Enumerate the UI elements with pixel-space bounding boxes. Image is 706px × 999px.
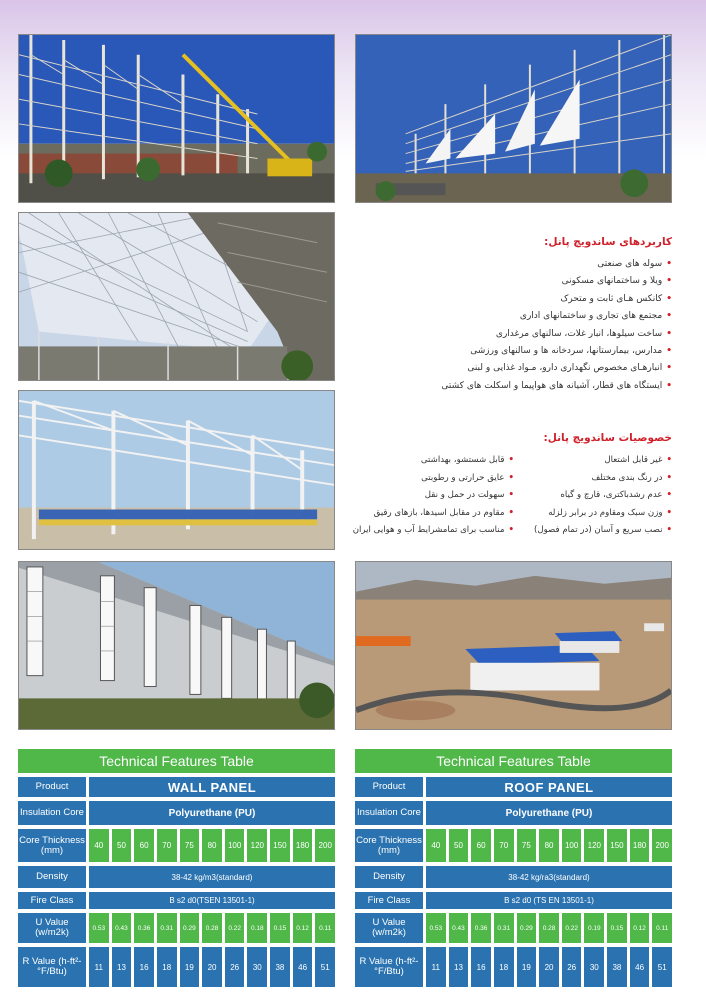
table-cell: 18 — [494, 947, 514, 987]
table-cell: 0.28 — [539, 913, 559, 943]
table-cell: 0.43 — [112, 913, 132, 943]
list-item: •مجتمع های تجاری و ساختمانهای اداری — [519, 311, 672, 322]
table-cell: 0.53 — [89, 913, 109, 943]
table-cell: 13 — [112, 947, 132, 987]
table-cell: 11 — [89, 947, 109, 987]
insulation-label: Insulation Core — [355, 801, 423, 825]
table-cell: 75 — [180, 829, 200, 862]
table-cell: 0.11 — [652, 913, 672, 943]
thickness-cells — [89, 829, 335, 862]
u-value-cells — [426, 913, 672, 943]
table-row — [18, 866, 335, 888]
table-cell: 40 — [426, 829, 446, 862]
density-label: Density — [355, 866, 423, 888]
density-value: 38-42 kg/m3(standard) — [89, 866, 335, 888]
table-cell: 150 — [607, 829, 627, 862]
fire-class-value: B s2 d0(TSEN 13501-1) — [89, 892, 335, 909]
table-cell: 0.11 — [315, 913, 335, 943]
photo-building-facade — [18, 561, 335, 730]
density-label: Density — [18, 866, 86, 888]
table-cell: 0.36 — [471, 913, 491, 943]
table-cell: 0.28 — [202, 913, 222, 943]
u-value-label: U Value (w/m2k) — [18, 913, 86, 943]
table-cell: 50 — [112, 829, 132, 862]
table-cell: 75 — [517, 829, 537, 862]
table-header: Technical Features Table — [18, 749, 335, 773]
list-item: •ایستگاه های قطار، آشیانه های هواپیما و اسکلت های کشتی — [441, 380, 672, 391]
table-cell: 0.15 — [607, 913, 627, 943]
table-cell: 11 — [426, 947, 446, 987]
product-value: WALL PANEL — [89, 777, 335, 797]
table-cell: 0.12 — [293, 913, 313, 943]
photo-steel-frame-crane — [18, 34, 335, 203]
table-cell: 0.19 — [584, 913, 604, 943]
table-cell: 0.29 — [517, 913, 537, 943]
table-cell: 180 — [293, 829, 313, 862]
fire-class-value: B s2 d0 (TS EN 13501-1) — [426, 892, 672, 909]
table-cell: 38 — [270, 947, 290, 987]
table-cell: 46 — [293, 947, 313, 987]
list-item: •قابل شستشو، بهداشتی — [420, 455, 514, 465]
table-row — [18, 801, 335, 825]
thickness-label: Core Thickness (mm) — [18, 829, 86, 862]
table-row — [18, 777, 335, 797]
thickness-cells — [426, 829, 672, 862]
list-item: •غیر قابل اشتعال — [604, 455, 672, 465]
table-cell: 40 — [89, 829, 109, 862]
photo-steel-frame-warehouse — [18, 390, 335, 550]
table-cell: 0.22 — [225, 913, 245, 943]
fire-class-label: Fire Class — [18, 892, 86, 909]
insulation-value: Polyurethane (PU) — [89, 801, 335, 825]
product-value: ROOF PANEL — [426, 777, 672, 797]
r-value-cells — [89, 947, 335, 987]
list-item: •مقاوم در مقابل اسیدها، بازهای رقیق — [373, 507, 514, 518]
table-cell: 0.53 — [426, 913, 446, 943]
table-cell: 70 — [494, 829, 514, 862]
list-item: •نصب سریع و آسان (در تمام فصول) — [534, 525, 672, 536]
table-row — [355, 777, 672, 797]
applications-section — [372, 236, 672, 395]
product-label: Product — [18, 777, 86, 797]
r-value-cells — [426, 947, 672, 987]
table-cell: 60 — [134, 829, 154, 862]
table-cell: 0.31 — [157, 913, 177, 943]
table-header: Technical Features Table — [355, 749, 672, 773]
table-cell: 60 — [471, 829, 491, 862]
table-cell: 0.29 — [180, 913, 200, 943]
photo-industrial-site — [355, 561, 672, 730]
features-title: خصوصیات ساندویچ پانل: — [543, 432, 672, 444]
table-cell: 26 — [225, 947, 245, 987]
table-cell: 26 — [562, 947, 582, 987]
table-cell: 0.36 — [134, 913, 154, 943]
table-cell: 30 — [584, 947, 604, 987]
table-cell: 18 — [157, 947, 177, 987]
list-item: •ساخت سیلوها، انبار غلات، سالنهای مرغداری — [495, 328, 672, 339]
table-cell: 180 — [630, 829, 650, 862]
table-cell: 16 — [471, 947, 491, 987]
table-cell: 46 — [630, 947, 650, 987]
table-cell: 19 — [180, 947, 200, 987]
table-cell: 20 — [202, 947, 222, 987]
u-value-label: U Value (w/m2k) — [355, 913, 423, 943]
table-cell: 0.18 — [247, 913, 267, 943]
r-value-label: R Value (h-ft²-°F/Btu) — [18, 947, 86, 987]
list-item: •انبارهـای مخصوص نگهداری دارو، مـواد غذایی و لبنی — [467, 363, 672, 374]
list-item: •عدم رشدباکتری، قارچ و گیاه — [560, 490, 672, 501]
table-cell: 80 — [539, 829, 559, 862]
list-item: •مناسب برای تمامشرایط آب و هوایی ایران — [352, 525, 514, 536]
fire-class-label: Fire Class — [355, 892, 423, 909]
product-label: Product — [355, 777, 423, 797]
features-section — [352, 432, 672, 540]
table-cell: 0.43 — [449, 913, 469, 943]
table-cell: 200 — [315, 829, 335, 862]
table-row — [355, 866, 672, 888]
table-row — [355, 829, 672, 862]
features-left-column — [352, 452, 514, 540]
insulation-label: Insulation Core — [18, 801, 86, 825]
table-cell: 100 — [562, 829, 582, 862]
table-cell: 50 — [449, 829, 469, 862]
table-row — [355, 892, 672, 909]
table-cell: 120 — [584, 829, 604, 862]
photo-space-frame-roof — [18, 212, 335, 381]
table-cell: 150 — [270, 829, 290, 862]
list-item: •عایق حرارتی و رطوبتی — [421, 472, 514, 483]
table-cell: 38 — [607, 947, 627, 987]
table-cell: 200 — [652, 829, 672, 862]
list-item: •سوله های صنعتی — [597, 259, 672, 269]
table-row — [18, 829, 335, 862]
list-item: •مدارس، بیمارستانها، سردخانه ها و سالنهای ورزشی — [470, 346, 672, 357]
table-cell: 0.22 — [562, 913, 582, 943]
table-cell: 16 — [134, 947, 154, 987]
applications-list — [372, 256, 672, 395]
table-cell: 19 — [517, 947, 537, 987]
table-row — [18, 913, 335, 943]
features-right-column — [522, 452, 672, 540]
thickness-label: Core Thickness (mm) — [355, 829, 423, 862]
table-cell: 0.15 — [270, 913, 290, 943]
table-cell: 0.31 — [494, 913, 514, 943]
density-value: 38-42 kg/ra3(standard) — [426, 866, 672, 888]
list-item: •در رنگ بندی مختلف — [591, 472, 672, 483]
table-row — [355, 801, 672, 825]
table-cell: 80 — [202, 829, 222, 862]
table-row — [18, 947, 335, 987]
applications-title: کاربردهای ساندویچ پانل: — [544, 236, 672, 248]
table-cell: 20 — [539, 947, 559, 987]
u-value-cells — [89, 913, 335, 943]
table-row — [355, 947, 672, 987]
insulation-value: Polyurethane (PU) — [426, 801, 672, 825]
list-item: •کانکس هـای ثابت و متحرک — [560, 293, 672, 304]
table-cell: 30 — [247, 947, 267, 987]
table-cell: 70 — [157, 829, 177, 862]
table-row — [18, 892, 335, 909]
list-item: •سهولت در حمل و نقل — [424, 490, 514, 501]
table-cell: 51 — [315, 947, 335, 987]
photo-panel-installation — [355, 34, 672, 203]
table-cell: 100 — [225, 829, 245, 862]
table-cell: 13 — [449, 947, 469, 987]
table-cell: 120 — [247, 829, 267, 862]
list-item: •وزن سبک ومقاوم در برابر زلزله — [548, 507, 672, 518]
roof-panel-table — [355, 749, 672, 991]
wall-panel-table — [18, 749, 335, 991]
list-item: •ویلا و ساختمانهای مسکونی — [561, 276, 672, 287]
table-cell: 0.12 — [630, 913, 650, 943]
r-value-label: R Value (h-ft²-°F/Btu) — [355, 947, 423, 987]
table-cell: 51 — [652, 947, 672, 987]
table-row — [355, 913, 672, 943]
